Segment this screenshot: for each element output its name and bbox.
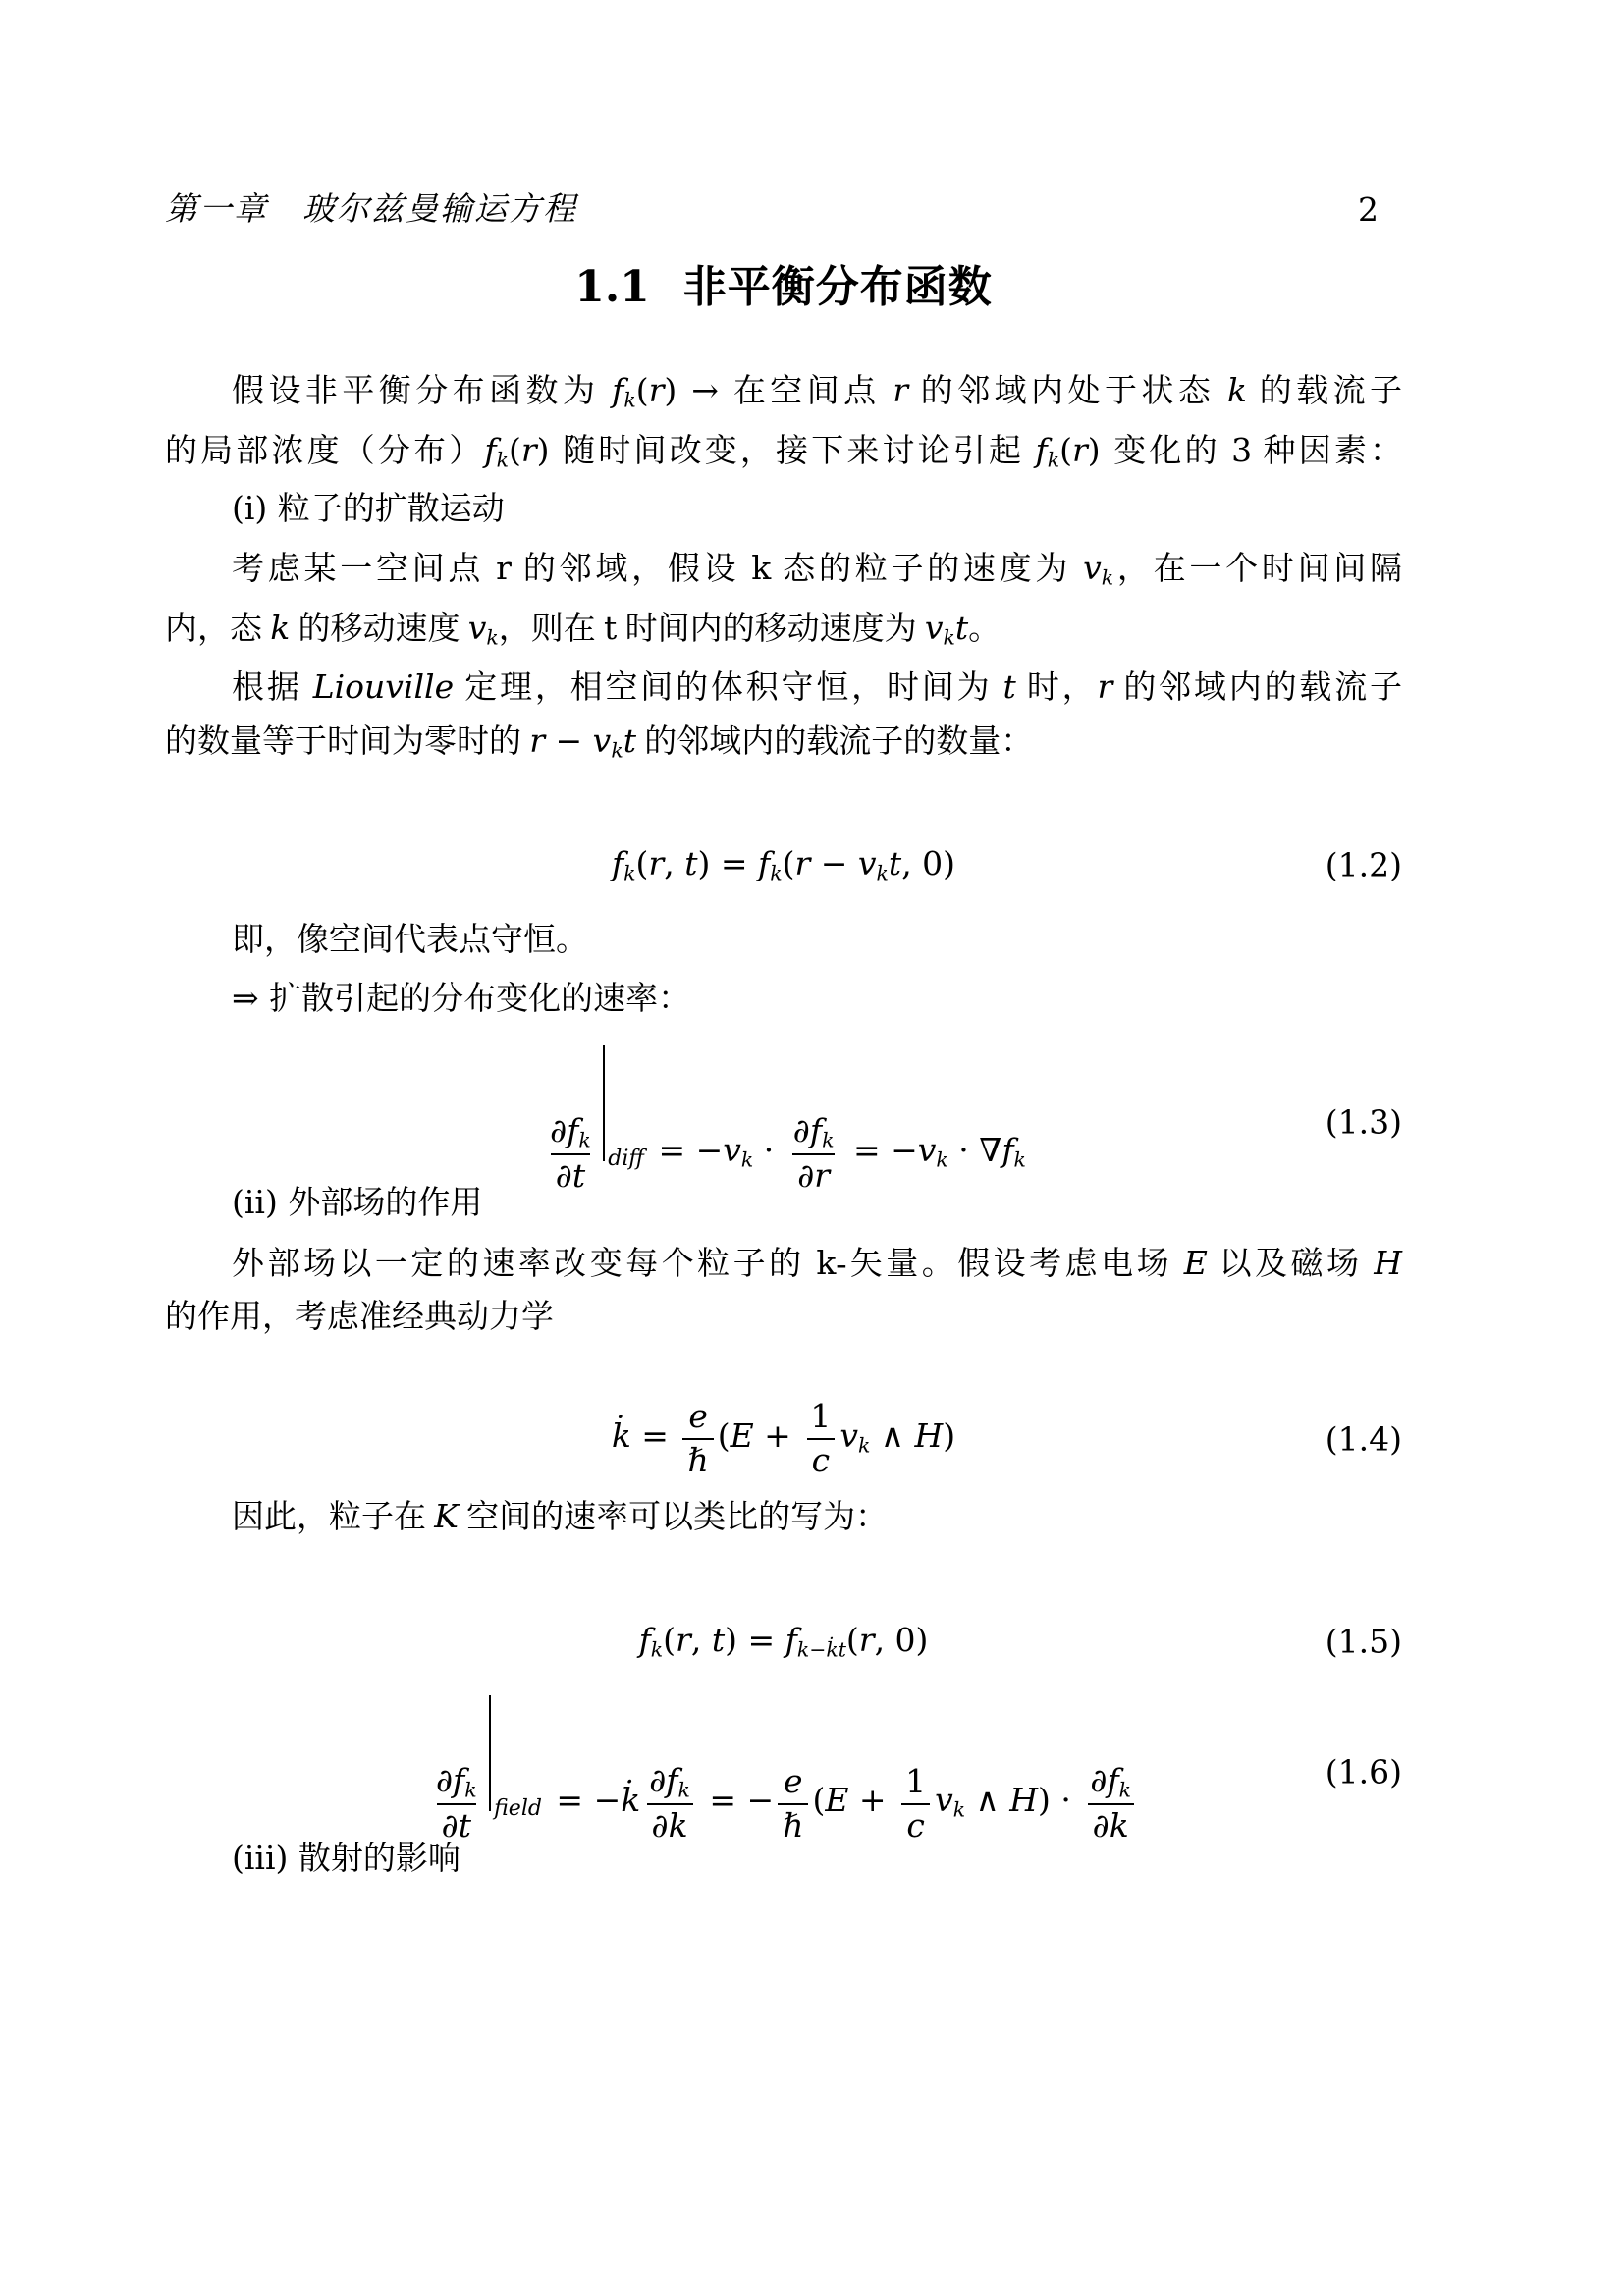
text-line: 内，态 k 的移动速度 vk，则在 t 时间内的移动速度为 vkt。 (165, 609, 1001, 650)
equation-body: $\frac{\partial fk}{\partial t}$ diff = −vk · $\frac{\partial fk}{\partial r}$ = −vk · ∇fk (541, 1045, 1026, 1198)
equation-number: (1.3) (1325, 1102, 1402, 1142)
text-line: (iii) 散射的影响 (232, 1839, 460, 1877)
equation-1-2 (165, 821, 1402, 909)
equation-number: (1.2) (1325, 845, 1402, 884)
equation-number: (1.4) (1325, 1419, 1402, 1459)
equation-body: fk(r, t) = fk−k̇t(r, 0) (638, 1621, 929, 1662)
equation-1-6 (165, 1703, 1402, 1845)
section-number: 1.1 (574, 262, 650, 312)
running-head (165, 188, 1402, 232)
equation-body: $\frac{\partial fk}{\partial t}$ field = −k̇ $\frac{\partial fk}{\partial k}$ = − $\frac{e}{\text{ℏ}}$ (E + $\frac{1}{c}$ vk ∧ H) · $\frac{\partial fk}{\partial k}$ (427, 1695, 1140, 1847)
text-line: 的局部浓度（分布）fk(r) 随时间改变，接下来讨论引起 fk(r) 变化的 3 种因素： (165, 431, 1402, 472)
text-line: 的作用，考虑准经典动力学 (165, 1300, 554, 1335)
equation-1-3 (165, 1053, 1402, 1196)
text-line: 即，像空间代表点守恒。 (232, 923, 588, 958)
equation-1-4 (165, 1375, 1402, 1503)
section-title: 非平衡分布函数 (682, 263, 993, 311)
text-line: (i) 粒子的扩散运动 (232, 489, 505, 527)
equation-number: (1.5) (1325, 1622, 1402, 1661)
section-heading (165, 253, 1402, 322)
text-line: 根据 Liouville 定理，相空间的体积守恒，时间为 t 时，r 的邻域内的载流子 (232, 667, 1403, 706)
text-line: 假设非平衡分布函数为 fk(r) → 在空间点 r 的邻域内处于状态 k 的载流子 (232, 371, 1403, 412)
text-line: 外部场以一定的速率改变每个粒子的 k-矢量。假设考虑电场 E 以及磁场 H (232, 1244, 1403, 1282)
equation-1-5 (165, 1597, 1402, 1685)
chapter-title: 第一章 玻尔兹曼输运方程 (165, 192, 577, 228)
text-line: (ii) 外部场的作用 (232, 1183, 483, 1221)
equation-body: k̇ = $\frac{e}{\text{ℏ}}$ (E + $\frac{1}{c}$ vk ∧ H) (612, 1396, 955, 1483)
page-number: 2 (1358, 190, 1379, 229)
equation-body: fk(r, t) = fk(r − vkt, 0) (611, 844, 956, 885)
text-line: 考虑某一空间点 r 的邻域，假设 k 态的粒子的速度为 vk，在一个时间间隔 (232, 549, 1403, 590)
equation-number: (1.6) (1325, 1752, 1402, 1791)
text-line: ⇒ 扩散引起的分布变化的速率： (232, 979, 691, 1017)
text-line: 的数量等于时间为零时的 r − vkt 的邻域内的载流子的数量： (165, 721, 1034, 763)
text-line: 因此，粒子在 K 空间的速率可以类比的写为： (232, 1497, 889, 1535)
